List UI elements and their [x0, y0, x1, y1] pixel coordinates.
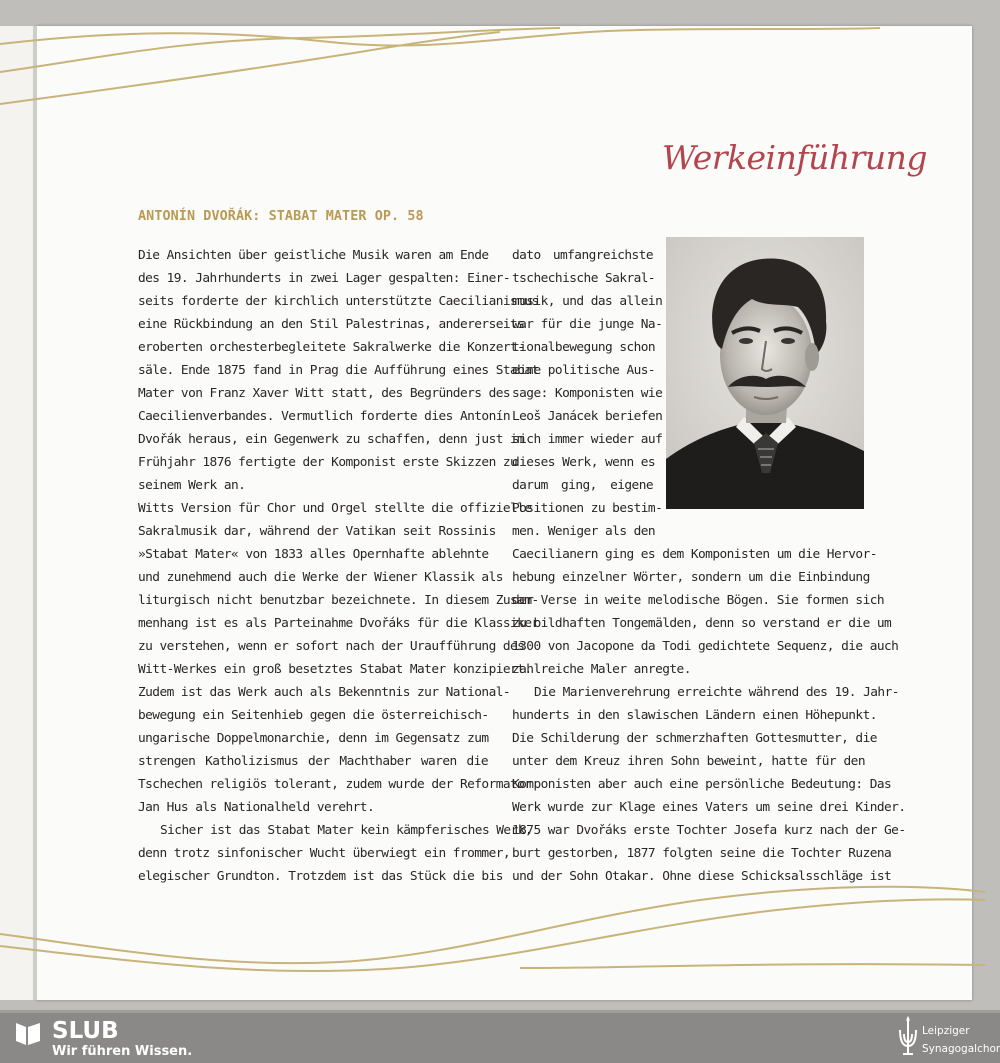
choir-name-line2: Synagogalchor	[922, 1043, 1000, 1055]
text-line: Tschechen religiös tolerant, zudem wurde der Reformator	[138, 777, 532, 792]
text-line: zu verstehen, wenn er sofort nach der Uraufführung des	[138, 639, 525, 654]
text-line: Die Schilderung der schmerzhaften Gottesmutter, die	[512, 731, 877, 746]
text-line: men. Weniger als den	[512, 524, 656, 539]
text-line: des 19. Jahrhunderts in zwei Lager gespalten: Einer-	[138, 271, 511, 286]
text-line: war für die junge Na-	[512, 317, 663, 332]
text-line: denn trotz sinfonischer Wucht überwiegt ein frommer,	[138, 846, 511, 861]
top-wave-3	[0, 32, 500, 104]
text-line: sich immer wieder auf	[512, 432, 663, 447]
slub-logo-text: SLUB	[52, 1018, 119, 1044]
bottom-wave-3	[520, 964, 985, 968]
text-line: »Stabat Mater« von 1833 alles Opernhafte ablehnte	[138, 547, 489, 562]
composer-portrait-photo	[666, 237, 864, 509]
slub-tagline: Wir führen Wissen.	[52, 1044, 193, 1059]
text-line: Die Marienverehrung erreichte während des 19. Jahr-	[534, 685, 899, 700]
text-line: seits forderte der kirchlich unterstützte Caecilianismus	[138, 294, 539, 309]
text-line: sage: Komponisten wie	[512, 386, 663, 401]
text-line: elegischer Grundton. Trotzdem ist das Stück die bis	[138, 869, 503, 884]
text-line: dato umfangreichste	[512, 248, 653, 263]
slub-book-icon	[14, 1019, 42, 1047]
text-line: Leoš Janácek beriefen	[512, 409, 663, 424]
text-line: Werk wurde zur Klage eines Vaters um seine drei Kinder.	[512, 800, 906, 815]
text-line: Caecilianern ging es dem Komponisten um die Hervor-	[512, 547, 877, 562]
text-line: zu bildhaften Tongemälden, denn so verstand er die um	[512, 616, 892, 631]
text-line: Frühjahr 1876 fertigte der Komponist erste Skizzen zu	[138, 455, 518, 470]
text-line: darum ging, eigene	[512, 478, 653, 493]
text-line: ungarische Doppelmonarchie, denn im Gegensatz zum	[138, 731, 489, 746]
text-line: seinem Werk an.	[138, 478, 246, 493]
text-line: der Verse in weite melodische Bögen. Sie formen sich	[512, 593, 885, 608]
text-line: eine Rückbindung an den Stil Palestrinas, andererseits	[138, 317, 525, 332]
text-line: Jan Hus als Nationalheld verehrt.	[138, 800, 375, 815]
text-line: Sicher ist das Stabat Mater kein kämpferisches Werk,	[160, 823, 533, 838]
top-wave-1	[0, 28, 880, 46]
text-line: Komponisten aber auch eine persönliche Bedeutung: Das	[512, 777, 892, 792]
text-line: hunderts in den slawischen Ländern einen Höhepunkt.	[512, 708, 877, 723]
text-line: liturgisch nicht benutzbar bezeichnete. In diesem Zusam-	[138, 593, 539, 608]
text-line: Sakralmusik dar, während der Vatikan seit Rossinis	[138, 524, 496, 539]
text-line: unter dem Kreuz ihren Sohn beweint, hatte für den	[512, 754, 865, 769]
text-line: Caecilienverbandes. Vermutlich forderte dies Antonín	[138, 409, 511, 424]
text-line: tschechische Sakral-	[512, 271, 656, 286]
text-line: Witt-Werkes ein groß besetztes Stabat Mater konzipiert.	[138, 662, 532, 677]
text-line: 1875 war Dvořáks erste Tochter Josefa kurz nach der Ge-	[512, 823, 906, 838]
text-line: und zunehmend auch die Werke der Wiener Klassik als	[138, 570, 503, 585]
bottom-wave-2	[0, 899, 985, 971]
text-line: strengen Katholizismus der Machthaber waren die	[138, 754, 488, 769]
text-line: Witts Version für Chor und Orgel stellte die offizielle	[138, 501, 532, 516]
text-line: bewegung ein Seitenhieb gegen die österreichisch-	[138, 708, 489, 723]
text-line: musik, und das allein	[512, 294, 663, 309]
bottom-wave-1	[0, 887, 985, 963]
text-line: zahlreiche Maler anregte.	[512, 662, 691, 677]
text-line: Mater von Franz Xaver Witt statt, des Begründers des	[138, 386, 511, 401]
text-line: Zudem ist das Werk auch als Bekenntnis zur National-	[138, 685, 511, 700]
menorah-icon	[896, 1016, 920, 1058]
text-line: eroberten orchesterbegleitete Sakralwerke die Konzert-	[138, 340, 525, 355]
script-heading: Werkeinführung	[662, 138, 927, 177]
text-line: eine politische Aus-	[512, 363, 656, 378]
text-line: hebung einzelner Wörter, sondern um die Einbindung	[512, 570, 870, 585]
text-line: säle. Ende 1875 fand in Prag die Aufführung eines Stabat	[138, 363, 539, 378]
section-title: ANTONÍN DVOŘÁK: STABAT MATER OP. 58	[138, 209, 424, 224]
text-line: tionalbewegung schon	[512, 340, 656, 355]
text-line: Die Ansichten über geistliche Musik waren am Ende	[138, 248, 489, 263]
text-line: und der Sohn Otakar. Ohne diese Schicksalsschläge ist	[512, 869, 892, 884]
text-line: Positionen zu bestim-	[512, 501, 663, 516]
text-line: 1300 von Jacopone da Todi gedichtete Sequenz, die auch	[512, 639, 899, 654]
text-line: dieses Werk, wenn es	[512, 455, 656, 470]
text-line: Dvořák heraus, ein Gegenwerk zu schaffen, denn just im	[138, 432, 525, 447]
text-line: menhang ist es als Parteinahme Dvořáks für die Klassiker	[138, 616, 539, 631]
choir-name-line1: Leipziger	[922, 1025, 970, 1037]
text-line: burt gestorben, 1877 folgten seine die Tochter Ruzena	[512, 846, 892, 861]
